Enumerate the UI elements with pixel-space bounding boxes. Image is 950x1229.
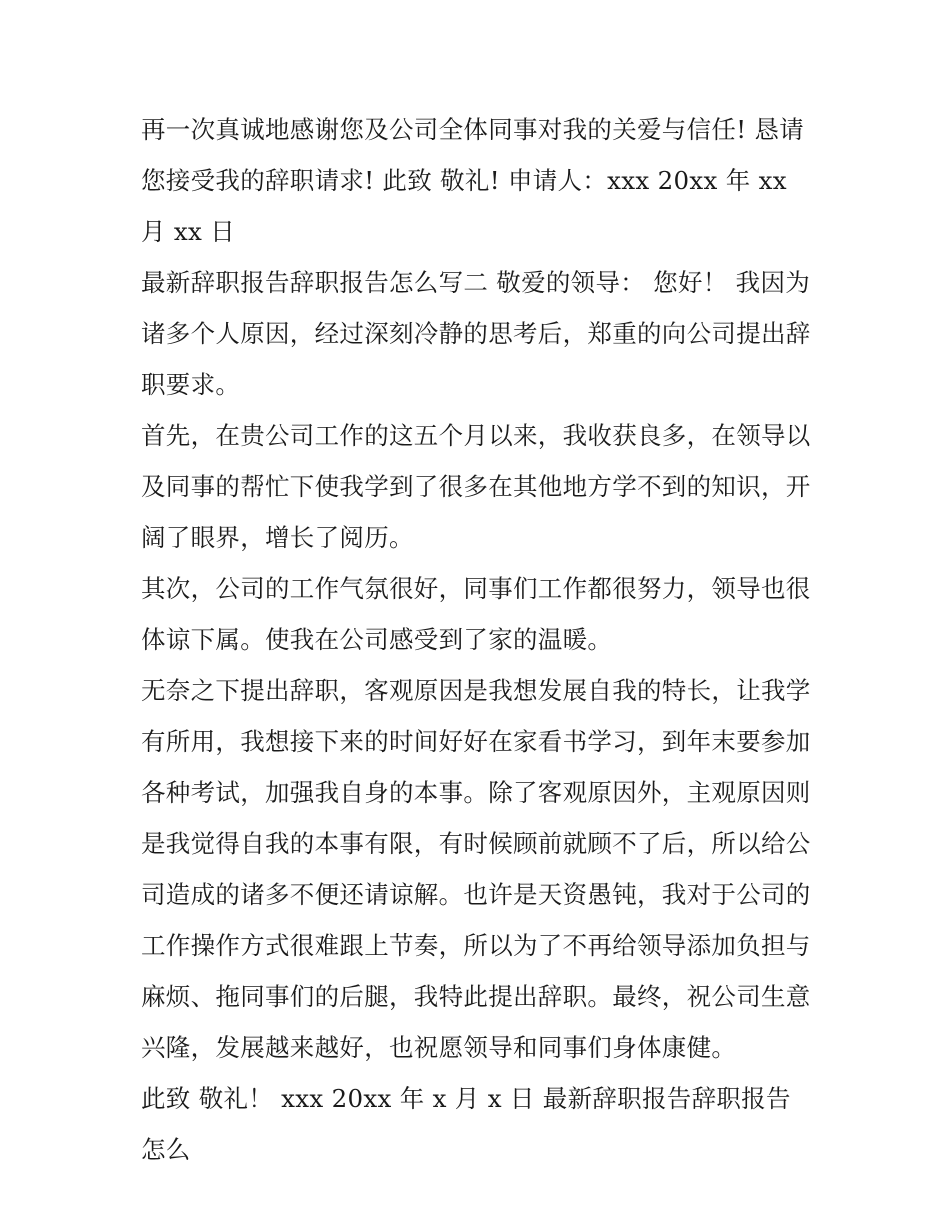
paragraph-first-reason: 首先，在贵公司工作的这五个月以来，我收获良多，在领导以及同事的帮忙下使我学到了很多在其他地方学不到的知识，开阔了眼界，增长了阅历。 — [141, 421, 811, 552]
paragraph-closing-thanks: 再一次真诚地感谢您及公司全体同事对我的关爱与信任! 恳请您接受我的辞职请求! 此致 敬礼! 申请人：xxx 20xx 年 xx 月 xx 日 — [141, 115, 805, 246]
paragraph-sign-off: 此致 敬礼！ xxx 20xx 年 x 月 x 日 最新辞职报告辞职报告怎么 — [141, 1084, 791, 1164]
paragraph-main-reason: 无奈之下提出辞职，客观原因是我想发展自我的特长，让我学有所用，我想接下来的时间好好在家看书学习，到年末要参加各种考试，加强我自身的本事。除了客观原因外，主观原因则是我觉得自我的本事有限，有时候顾前就顾不了后，所以给公司造成的诸多不便还请谅解。也许是天资愚钝，我对于公司的工作操作方式很难跟上节奏，所以为了不再给领导添加负担与麻烦、拖同事们的后腿，我特此提出辞职。最终，祝公司生意兴隆，发展越来越好，也祝愿领导和同事们身体康健。 — [141, 676, 811, 1062]
document-body — [141, 104, 813, 1175]
paragraph-second-reason: 其次，公司的工作气氛很好，同事们工作都很努力，领导也很体谅下属。使我在公司感受到了家的温暖。 — [141, 574, 811, 654]
paragraph-second-report-intro: 最新辞职报告辞职报告怎么写二 敬爱的领导： 您好！ 我因为诸多个人原因，经过深刻冷静的思考后，郑重的向公司提出辞职要求。 — [141, 268, 811, 399]
